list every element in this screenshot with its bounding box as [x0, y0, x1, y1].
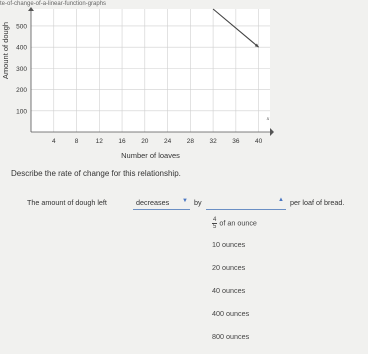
menu-option[interactable]: 40 ounces [212, 286, 246, 295]
page-header-title: te-of-change-of-a-linear-function-graphs [0, 1, 107, 7]
question-text: Describe the rate of change for this relationship. [11, 169, 181, 178]
x-tick-label: 24 [163, 138, 172, 145]
menu-option[interactable]: 10 ounces [212, 240, 246, 249]
y-tick-label: 300 [16, 65, 27, 73]
menu-option-fraction[interactable] [212, 217, 257, 230]
y-tick-label: 200 [16, 87, 27, 95]
x-tick-label: 40 [255, 138, 263, 145]
x-tick-label: 12 [95, 138, 103, 145]
fraction-suffix: of an ounce [219, 218, 257, 228]
rate-of-change-graph [0, 0, 368, 170]
x-tick-label: 28 [186, 138, 194, 145]
menu-option[interactable]: 800 ounces [212, 332, 250, 341]
y-tick-label: 100 [16, 108, 27, 116]
y-tick-label: 400 [16, 44, 27, 52]
x-tick-label: 8 [74, 138, 79, 145]
plot-area [31, 9, 270, 132]
y-tick-label: 500 [16, 23, 27, 31]
x-tick-label: 4 [51, 138, 56, 145]
rate-direction-value: decreases [136, 198, 170, 207]
x-tick-label: 20 [141, 138, 149, 145]
sentence-by: by [194, 198, 202, 207]
rate-direction-dropdown[interactable] [133, 197, 190, 210]
chevron-up-icon: ▲ [278, 197, 284, 203]
x-axis-label: Number of loaves [121, 151, 180, 160]
chevron-down-icon: ▼ [182, 198, 188, 204]
y-axis-label: Amount of dough [1, 21, 10, 80]
fraction [212, 217, 217, 230]
sentence-part-a: The amount of dough left [27, 198, 107, 207]
fraction-numerator: 4 [213, 217, 217, 223]
sentence-part-b: per loaf of bread. [290, 198, 345, 207]
x-axis-arrow [270, 128, 274, 136]
fraction-denominator: 5 [213, 224, 217, 230]
menu-option[interactable]: 20 ounces [212, 263, 246, 272]
x-tick-label: 32 [209, 138, 217, 145]
rate-amount-menu [206, 209, 286, 352]
x-tick-label: 36 [232, 138, 240, 145]
x-tick-label: 16 [118, 138, 126, 145]
menu-option[interactable]: 400 ounces [212, 309, 250, 318]
x-axis-letter: x [266, 116, 270, 122]
